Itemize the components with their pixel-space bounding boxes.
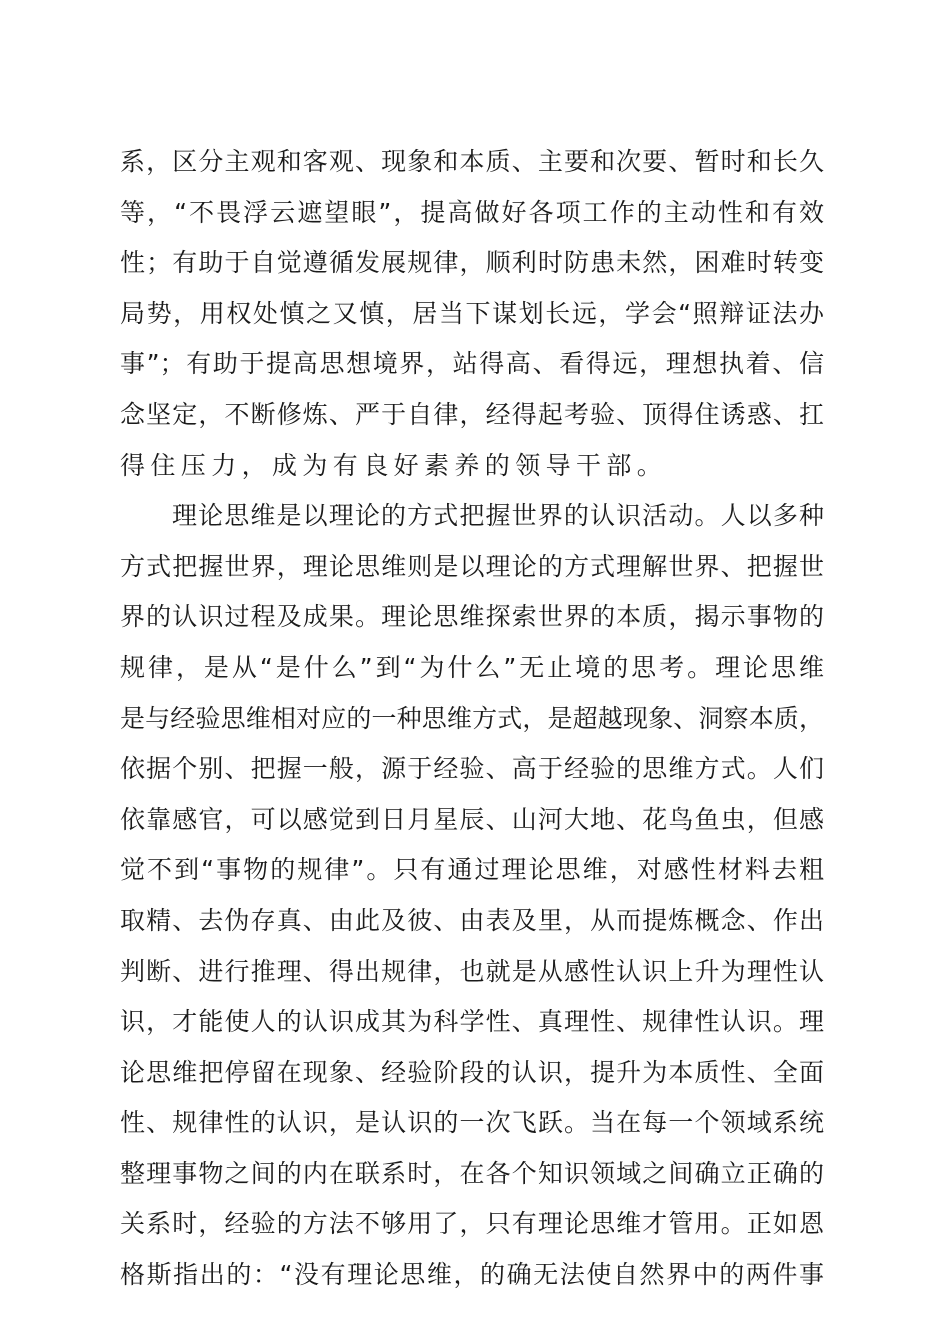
text-line: 界的认识过程及成果。理论思维探索世界的本质，揭示事物的 [120,602,824,632]
document-page [120,139,824,1303]
text-line: 性、规律性的认识，是认识的一次飞跃。当在每一个领域系统 [120,1108,824,1138]
text-line: 取精、去伪存真、由此及彼、由表及里，从而提炼概念、作出 [120,905,824,935]
text-line: 性；有助于自觉遵循发展规律，顺利时防患未然，困难时转变 [120,248,824,278]
text-line: 念坚定，不断修炼、严于自律，经得起考验、顶得住诱惑、扛 [120,399,824,429]
text-line: 方式把握世界，理论思维则是以理论的方式理解世界、把握世 [120,551,824,581]
text-line: 觉不到“事物的规律”。只有通过理论思维，对感性材料去粗 [120,855,824,885]
text-line: 识，才能使人的认识成其为科学性、真理性、规律性认识。理 [120,1007,824,1037]
text-line: 事”；有助于提高思想境界，站得高、看得远，理想执着、信 [120,349,824,379]
text-line: 格斯指出的：“没有理论思维，的确无法使自然界中的两件事 [120,1260,824,1290]
text-line: 依靠感官，可以感觉到日月星辰、山河大地、花鸟鱼虫，但感 [120,804,824,834]
text-line: 依据个别、把握一般，源于经验、高于经验的思维方式。人们 [120,754,824,784]
paragraph-end-line: 得住压力，成为有良好素养的领导干部。 [120,450,668,480]
text-line: 判断、进行推理、得出规律，也就是从感性认识上升为理性认 [120,956,824,986]
paragraph-start-line: 理论思维是以理论的方式把握世界的认识活动。人以多种 [172,501,824,531]
text-line: 等，“不畏浮云遮望眼”，提高做好各项工作的主动性和有效 [120,197,824,227]
text-line: 论思维把停留在现象、经验阶段的认识，提升为本质性、全面 [120,1057,824,1087]
text-line: 规律，是从“是什么”到“为什么”无止境的思考。理论思维 [120,652,824,682]
text-line: 是与经验思维相对应的一种思维方式，是超越现象、洞察本质， [120,703,824,733]
text-line: 整理事物之间的内在联系时，在各个知识领域之间确立正确的 [120,1158,824,1188]
text-line: 关系时，经验的方法不够用了，只有理论思维才管用。正如恩 [120,1209,824,1239]
text-line: 局势，用权处慎之又慎，居当下谋划长远，学会“照辩证法办 [120,298,824,328]
text-line: 系，区分主观和客观、现象和本质、主要和次要、暂时和长久 [120,147,824,176]
